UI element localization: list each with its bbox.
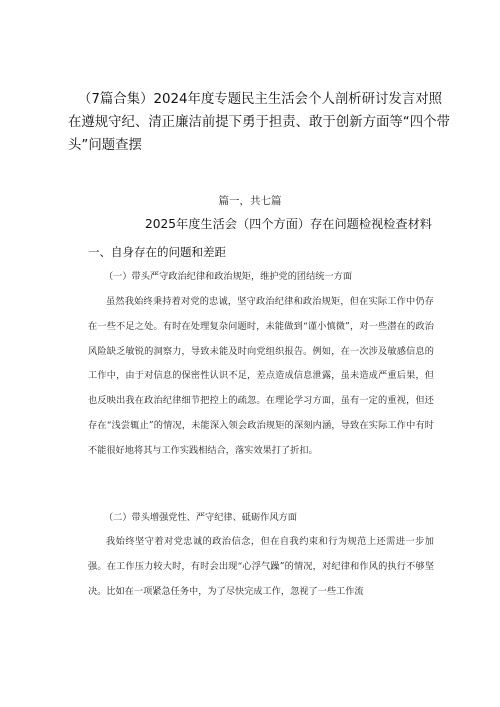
section-heading: 一、自身存在的问题和差距 <box>88 245 226 259</box>
part-label: 篇一，共七篇 <box>218 195 282 207</box>
subsection-heading-2: （二）带头增强党性、严守纪律、砥砺作风方面 <box>104 512 297 523</box>
subsection-paragraph-2: 我始终坚守着对党忠诚的政治信念，但在自我约束和行为规范上还需进一步加强。在工作压力较大时，有时会出现“心浮气躁”的情况，对纪律和作风的执行不够坚决。比如在一项紧急任务中，为了尽快完成工作，忽视了一些工作流 <box>88 536 434 597</box>
subsection-heading-1: （一）带头严守政治纪律和政治规矩，维护党的团结统一方面 <box>104 271 353 282</box>
material-subtitle: 2025年度生活会（四个方面）存在问题检视检查材料 <box>145 217 432 231</box>
subsection-paragraph-1: 虽然我始终秉持着对党的忠诚，坚守政治纪律和政治规矩，但在实际工作中仍存在一些不足之处。有时在处理复杂问题时，未能做到“谨小慎微”，对一些潜在的政治风险缺乏敏锐的洞察力，导致未能及时向党组织报告。例如，在一次涉及敏感信息的工作中，由于对信息的保密性认识不足，差点造成信息泄露，虽未造成严重后果，但也反映出我在政治纪律细节把控上的疏忽。在理论学习方面，虽有一定的重视，但还存在“浅尝辄止”的情况，未能深入领会政治规矩的深刻内涵，导致在实际工作中有时不能很好地将其与工作实践相结合，落实效果打了折扣。 <box>88 296 434 456</box>
document-title: （7篇合集）2024年度专题民主生活会个人剖析研讨发言对照在遵规守纪、清正廉洁前提下勇于担责、敢于创新方面等“四个带头”问题查摆 <box>68 92 450 153</box>
